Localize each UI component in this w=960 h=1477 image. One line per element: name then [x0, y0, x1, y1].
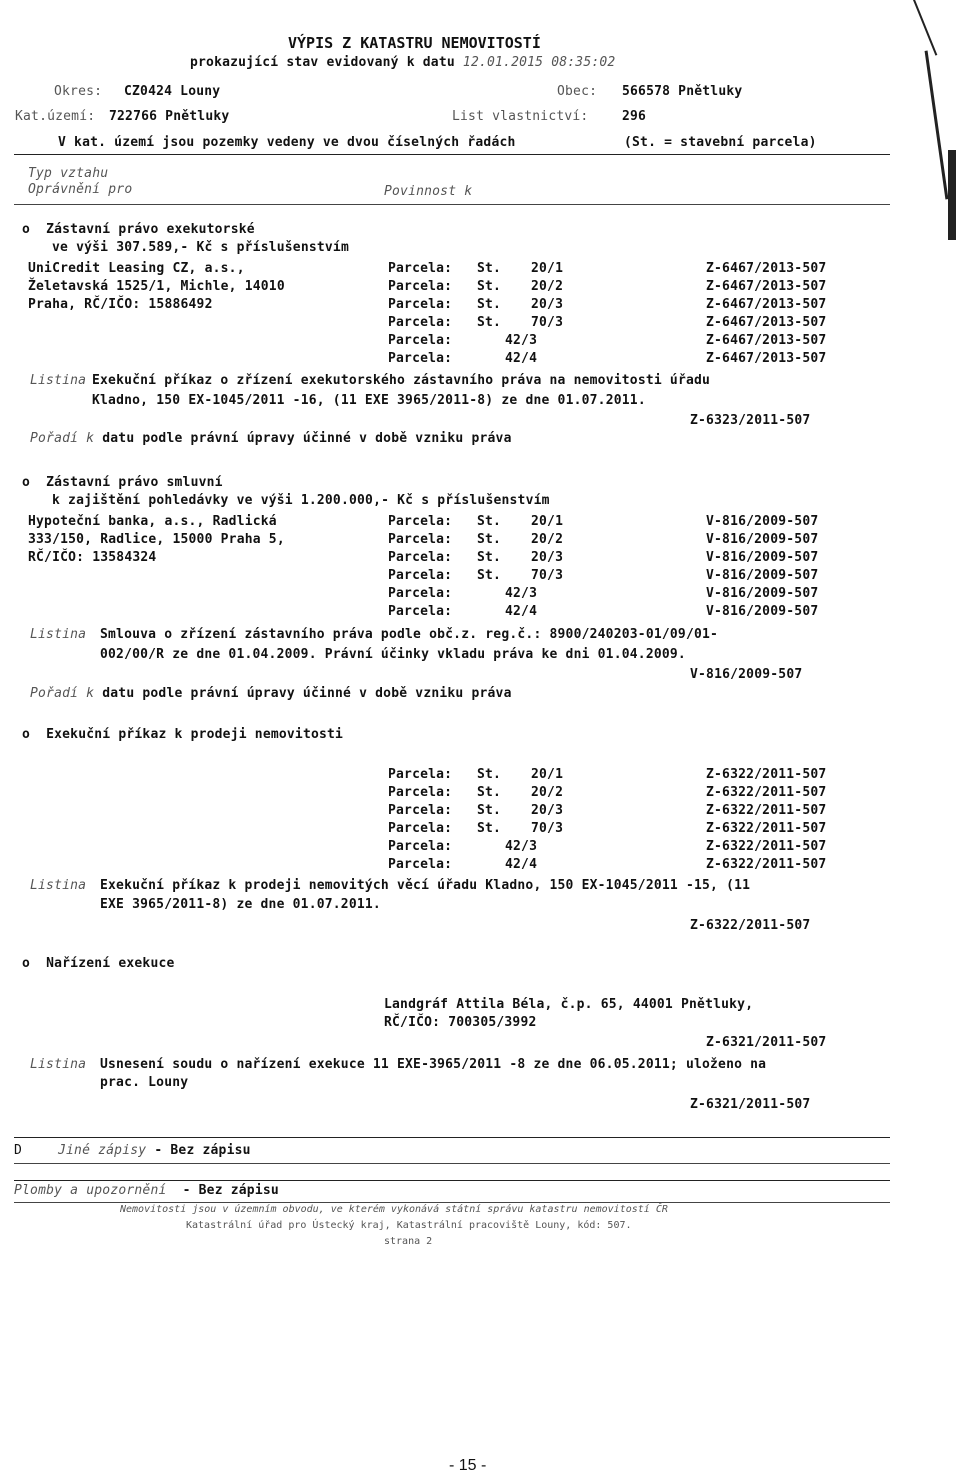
- parcel-row: [0, 514, 880, 532]
- parcel-label: Parcela:: [388, 604, 453, 619]
- entry2-poradi: [30, 686, 512, 701]
- parcel-number: 70/3: [531, 315, 564, 330]
- entry1-amount: ve výši 307.589,- Kč s příslušenstvím: [52, 240, 349, 255]
- parcel-ref: Z-6467/2013-507: [706, 279, 827, 294]
- parcel-label: Parcela:: [388, 550, 453, 565]
- parcel-label: Parcela:: [388, 767, 453, 782]
- entry2-parcel-list: [0, 514, 880, 622]
- section-d-bottom-rule: [14, 1163, 890, 1164]
- column-rule: [14, 204, 890, 205]
- parcel-label: Parcela:: [388, 532, 453, 547]
- parcel-type: St.: [477, 514, 502, 529]
- parcel-type: St.: [477, 767, 502, 782]
- parcel-number: 42/3: [505, 586, 538, 601]
- parcel-number: 20/1: [531, 261, 564, 276]
- parcel-number: 42/3: [505, 839, 538, 854]
- okres-value: CZ0424 Louny: [124, 84, 221, 99]
- parcel-number: 20/2: [531, 279, 564, 294]
- parcel-number: 70/3: [531, 821, 564, 836]
- plomby-bottom-rule: [14, 1202, 890, 1203]
- entry2-listina-label: Listina: [30, 627, 87, 642]
- parcel-row: [0, 351, 880, 369]
- parcel-label: Parcela:: [388, 333, 453, 348]
- entry4-listina-ref: Z-6321/2011-507: [690, 1097, 811, 1112]
- parcel-number: 20/2: [531, 785, 564, 800]
- parcel-ref: V-816/2009-507: [706, 604, 819, 619]
- parcel-type: St.: [477, 279, 502, 294]
- entry-bullet: o: [22, 222, 31, 237]
- parcel-row: [0, 532, 880, 550]
- entry-title: Zástavní právo smluvní: [46, 475, 223, 490]
- parcel-number: 20/1: [531, 514, 564, 529]
- section-d: [14, 1143, 22, 1158]
- margin-pen-mark: [925, 51, 949, 200]
- plomby-value: Bez zápisu: [198, 1183, 279, 1198]
- parcel-row: [0, 785, 880, 803]
- obec-value: 566578 Pnětluky: [622, 84, 743, 99]
- parcel-ref: Z-6322/2011-507: [706, 803, 827, 818]
- parcel-row: [0, 261, 880, 279]
- entry-title: Nařízení exekuce: [46, 956, 175, 971]
- entry1-title: [22, 222, 255, 237]
- entry2-party-line: 333/150, Radlice, 15000 Praha 5,: [28, 532, 285, 547]
- parcel-type: St.: [477, 297, 502, 312]
- plomby-rule: [14, 1180, 890, 1181]
- parcel-type: St.: [477, 803, 502, 818]
- parcel-ref: Z-6322/2011-507: [706, 767, 827, 782]
- subtitle-prefix: prokazující stav evidovaný k datu: [190, 55, 455, 70]
- margin-pen-mark: [913, 0, 937, 56]
- parcel-ref: Z-6467/2013-507: [706, 351, 827, 366]
- parcel-number: 20/3: [531, 550, 564, 565]
- section-d-dash: -: [154, 1143, 163, 1158]
- parcel-ref: Z-6322/2011-507: [706, 839, 827, 854]
- entry1-party-line: UniCredit Leasing CZ, a.s.,: [28, 261, 245, 276]
- parcel-type: St.: [477, 821, 502, 836]
- section-d-value: Bez zápisu: [170, 1143, 251, 1158]
- poradi-text: datu podle právní úpravy účinné v době vzniku práva: [102, 431, 512, 446]
- parcel-type: St.: [477, 568, 502, 583]
- parcel-row: [0, 586, 880, 604]
- entry3-listina-label: Listina: [30, 878, 87, 893]
- column-opravneni-pro: Oprávnění pro: [28, 182, 133, 197]
- parcel-label: Parcela:: [388, 351, 453, 366]
- entry4-party-line: Landgráf Attila Béla, č.p. 65, 44001 Pnětluky,: [384, 997, 754, 1012]
- obec-label: Obec:: [557, 84, 598, 99]
- parcel-row: [0, 821, 880, 839]
- parcel-row: [0, 279, 880, 297]
- entry4-party-line: RČ/IČO: 700305/3992: [384, 1015, 537, 1030]
- plomby-line: [14, 1183, 279, 1198]
- entry1-listina-ref: Z-6323/2011-507: [690, 413, 811, 428]
- entry1-listina-line: Kladno, 150 EX-1045/2011 -16, (11 EXE 3965/2011-8) ze dne 01.07.2011.: [92, 393, 646, 408]
- parcel-ref: Z-6467/2013-507: [706, 297, 827, 312]
- section-d-line: [58, 1143, 251, 1158]
- parcel-ref: Z-6467/2013-507: [706, 315, 827, 330]
- parcel-row: [0, 297, 880, 315]
- parcel-type: St.: [477, 261, 502, 276]
- parcel-ref: Z-6322/2011-507: [706, 785, 827, 800]
- parcel-ref: Z-6322/2011-507: [706, 857, 827, 872]
- list-label: List vlastnictví:: [452, 109, 589, 124]
- entry4-title: [22, 956, 175, 971]
- list-value: 296: [622, 109, 647, 124]
- parcel-label: Parcela:: [388, 839, 453, 854]
- document-title: VÝPIS Z KATASTRU NEMOVITOSTÍ: [288, 34, 541, 52]
- entry2-title: [22, 475, 223, 490]
- entry4-listina-label: Listina: [30, 1057, 87, 1072]
- column-typ-vztahu: Typ vztahu: [28, 166, 109, 181]
- entry-bullet: o: [22, 956, 31, 971]
- parcel-label: Parcela:: [388, 514, 453, 529]
- entry3-listina-line: EXE 3965/2011-8) ze dne 01.07.2011.: [100, 897, 381, 912]
- parcel-label: Parcela:: [388, 315, 453, 330]
- parcel-number: 20/3: [531, 297, 564, 312]
- poradi-label: Pořadí k: [30, 686, 95, 701]
- parcel-row: [0, 333, 880, 351]
- parcel-ref: Z-6467/2013-507: [706, 261, 827, 276]
- parcel-type: St.: [477, 550, 502, 565]
- footer-line: Katastrální úřad pro Ústecký kraj, Katastrální pracoviště Louny, kód: 507.: [186, 1220, 632, 1231]
- parcel-row: [0, 568, 880, 586]
- margin-pen-mark: [948, 150, 956, 240]
- rady-note: V kat. území jsou pozemky vedeny ve dvou číselných řadách: [58, 135, 516, 150]
- parcel-ref: V-816/2009-507: [706, 514, 819, 529]
- entry4-listina-line: Usnesení soudu o nařízení exekuce 11 EXE-3965/2011 -8 ze dne 06.05.2011; uloženo na: [100, 1057, 767, 1072]
- section-d-rule: [14, 1137, 890, 1138]
- parcel-label: Parcela:: [388, 857, 453, 872]
- parcel-label: Parcela:: [388, 586, 453, 601]
- entry2-party-line: Hypoteční banka, a.s., Radlická: [28, 514, 277, 529]
- parcel-row: [0, 839, 880, 857]
- entry2-listina-ref: V-816/2009-507: [690, 667, 803, 682]
- parcel-number: 20/1: [531, 767, 564, 782]
- subtitle-date: 12.01.2015 08:35:02: [462, 55, 616, 70]
- section-d-letter: D: [14, 1143, 23, 1158]
- entry1-party-line: Praha, RČ/IČO: 15886492: [28, 297, 213, 312]
- parcel-row: [0, 315, 880, 333]
- parcel-ref: V-816/2009-507: [706, 568, 819, 583]
- parcel-label: Parcela:: [388, 821, 453, 836]
- parcel-number: 70/3: [531, 568, 564, 583]
- entry-bullet: o: [22, 727, 31, 742]
- entry-title: Exekuční příkaz k prodeji nemovitosti: [46, 727, 344, 742]
- rady-note-2: (St. = stavební parcela): [624, 135, 817, 150]
- entry1-party-line: Želetavská 1525/1, Michle, 14010: [28, 279, 285, 294]
- entry-bullet: o: [22, 475, 31, 490]
- entry3-listina-ref: Z-6322/2011-507: [690, 918, 811, 933]
- parcel-label: Parcela:: [388, 297, 453, 312]
- parcel-row: [0, 803, 880, 821]
- entry1-listina-line: Exekuční příkaz o zřízení exekutorského zástavního práva na nemovitosti úřadu: [92, 373, 711, 388]
- plomby-label: Plomby a upozornění: [14, 1183, 167, 1198]
- poradi-text: datu podle právní úpravy účinné v době vzniku práva: [102, 686, 512, 701]
- parcel-label: Parcela:: [388, 568, 453, 583]
- footer-page: strana 2: [384, 1236, 433, 1247]
- parcel-label: Parcela:: [388, 279, 453, 294]
- parcel-ref: V-816/2009-507: [706, 550, 819, 565]
- parcel-row: [0, 550, 880, 568]
- entry2-amount: k zajištění pohledávky ve výši 1.200.000,- Kč s příslušenstvím: [52, 493, 550, 508]
- parcel-type: St.: [477, 315, 502, 330]
- parcel-row: [0, 857, 880, 875]
- parcel-number: 42/4: [505, 604, 538, 619]
- column-povinnost-k: Povinnost k: [384, 184, 473, 199]
- section-d-label: Jiné zápisy: [58, 1143, 147, 1158]
- entry2-party-line: RČ/IČO: 13584324: [28, 550, 157, 565]
- page-number: - 15 -: [449, 1457, 487, 1474]
- parcel-ref: V-816/2009-507: [706, 532, 819, 547]
- parcel-type: St.: [477, 532, 502, 547]
- entry2-listina-line: Smlouva o zřízení zástavního práva podle obč.z. reg.č.: 8900/240203-01/09/01-: [100, 627, 719, 642]
- entry3-parcel-list: [0, 767, 880, 875]
- parcel-ref: Z-6467/2013-507: [706, 333, 827, 348]
- parcel-number: 42/4: [505, 857, 538, 872]
- parcel-number: 42/3: [505, 333, 538, 348]
- okres-label: Okres:: [54, 84, 103, 99]
- parcel-number: 20/3: [531, 803, 564, 818]
- parcel-label: Parcela:: [388, 785, 453, 800]
- document-subtitle: [190, 55, 615, 70]
- parcel-type: St.: [477, 785, 502, 800]
- entry-title: Zástavní právo exekutorské: [46, 222, 255, 237]
- footer-line: Nemovitosti jsou v územním obvodu, ve kterém vykonává státní správu katastru nemovitostí ČR: [120, 1204, 668, 1215]
- parcel-number: 42/4: [505, 351, 538, 366]
- plomby-dash: -: [182, 1183, 191, 1198]
- parcel-label: Parcela:: [388, 261, 453, 276]
- poradi-label: Pořadí k: [30, 431, 95, 446]
- entry1-parcel-list: [0, 261, 880, 369]
- entry2-listina-line: 002/00/R ze dne 01.04.2009. Právní účinky vkladu práva ke dni 01.04.2009.: [100, 647, 686, 662]
- entry1-listina-label: Listina: [30, 373, 87, 388]
- header-rule: [14, 154, 890, 155]
- katuzemi-value: 722766 Pnětluky: [109, 109, 230, 124]
- parcel-number: 20/2: [531, 532, 564, 547]
- parcel-label: Parcela:: [388, 803, 453, 818]
- parcel-row: [0, 604, 880, 622]
- parcel-row: [0, 767, 880, 785]
- entry4-listina-line: prac. Louny: [100, 1075, 189, 1090]
- parcel-ref: V-816/2009-507: [706, 586, 819, 601]
- entry3-listina-line: Exekuční příkaz k prodeji nemovitých věcí úřadu Kladno, 150 EX-1045/2011 -15, (11: [100, 878, 751, 893]
- parcel-ref: Z-6322/2011-507: [706, 821, 827, 836]
- entry3-title: [22, 727, 343, 742]
- entry4-party-ref: Z-6321/2011-507: [706, 1035, 827, 1050]
- entry1-poradi: [30, 431, 512, 446]
- katuzemi-label: Kat.území:: [15, 109, 96, 124]
